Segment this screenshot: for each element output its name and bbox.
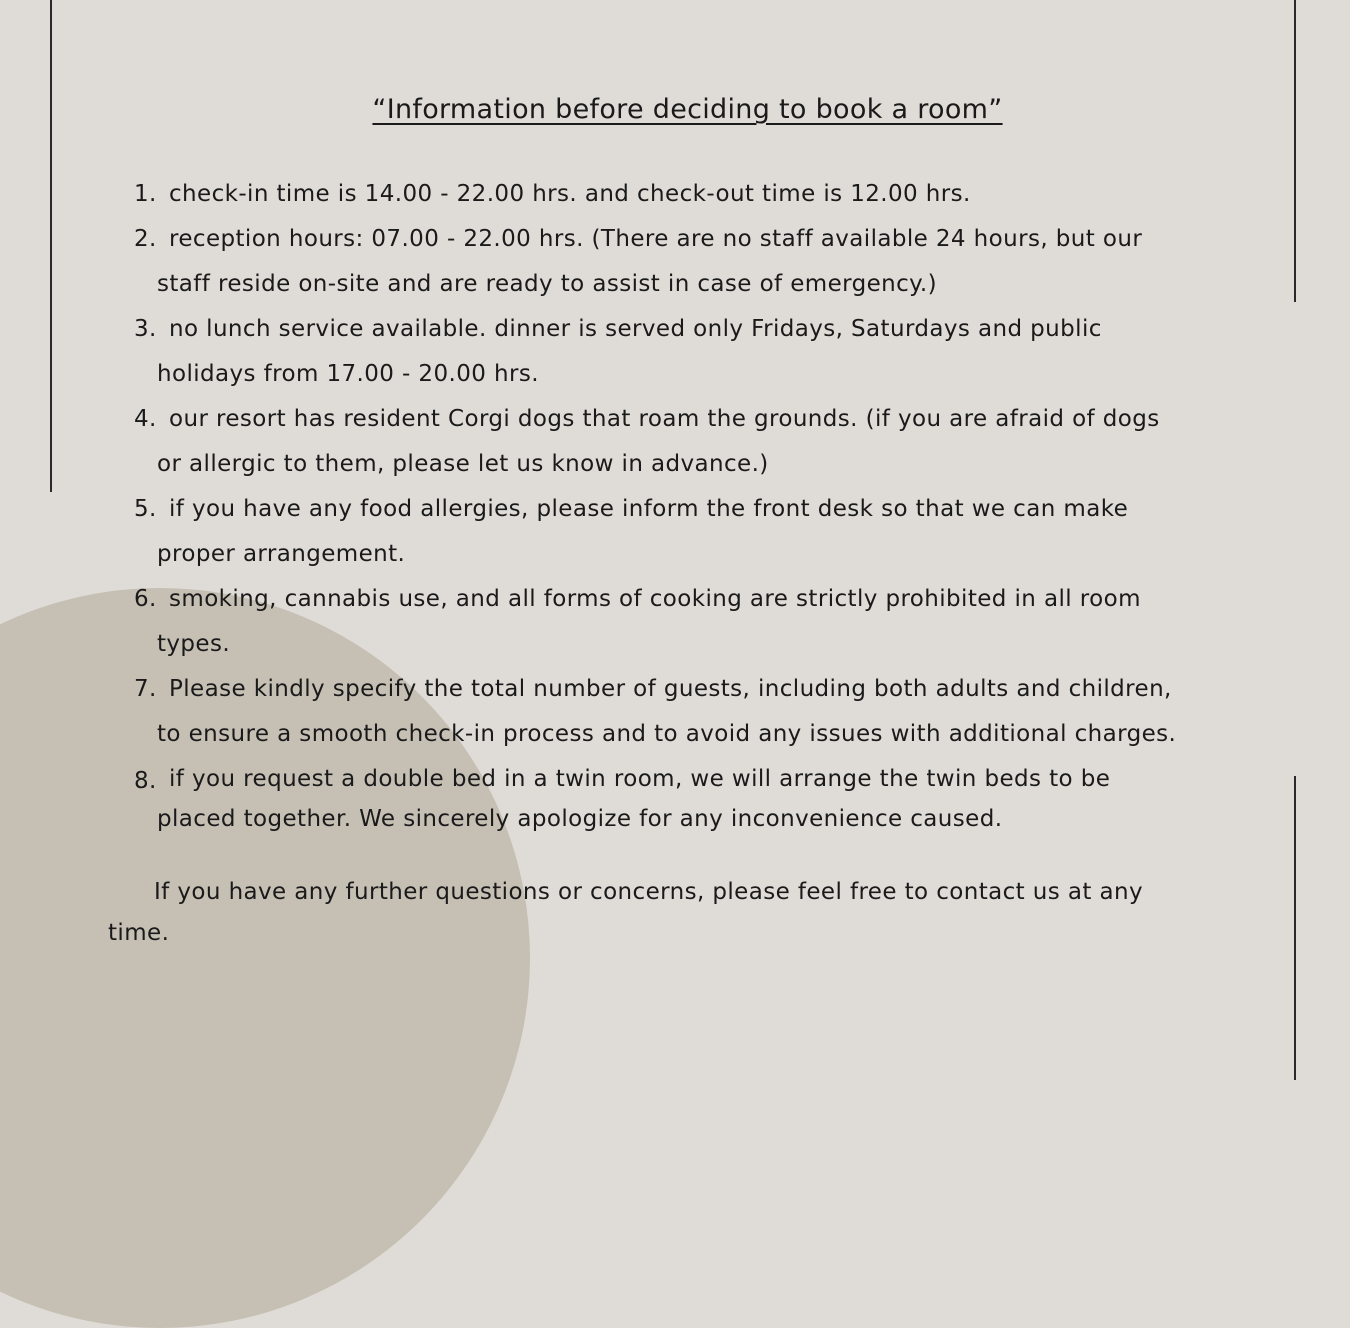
rules-list (134, 172, 1274, 839)
rule-line: staff reside on-site and are ready to assist in case of emergency.) (157, 271, 937, 297)
rule-item-4 (134, 397, 1274, 487)
closing-line: time. (108, 920, 170, 946)
closing-note (108, 872, 1278, 954)
rule-line: holidays from 17.00 - 20.00 hrs. (157, 361, 539, 387)
rule-number: 4. (134, 406, 157, 432)
rule-number: 7. (134, 676, 157, 702)
rule-line: if you request a double bed in a twin room, we will arrange the twin beds to be (169, 766, 1111, 792)
rule-line: smoking, cannabis use, and all forms of cooking are strictly prohibited in all room (169, 586, 1141, 612)
rule-item-1 (134, 172, 1274, 217)
decorative-line-right-top (1294, 0, 1296, 302)
page-title (0, 94, 1350, 125)
rule-line: no lunch service available. dinner is served only Fridays, Saturdays and public (169, 316, 1102, 342)
rule-number: 5. (134, 496, 157, 522)
rule-item-7 (134, 667, 1274, 757)
rule-number: 2. (134, 226, 157, 252)
rule-line: proper arrangement. (157, 541, 406, 567)
decorative-line-right-bottom (1294, 776, 1296, 1080)
rule-number: 3. (134, 316, 157, 342)
rule-item-6 (134, 577, 1274, 667)
rule-number: 6. (134, 586, 157, 612)
decorative-line-left (50, 0, 52, 492)
closing-line: If you have any further questions or concerns, please feel free to contact us at any (154, 879, 1143, 905)
rule-line: types. (157, 631, 231, 657)
rule-item-2 (134, 217, 1274, 307)
rule-item-5 (134, 487, 1274, 577)
page-title-text: “Information before deciding to book a room” (372, 94, 1003, 125)
rule-line: if you have any food allergies, please inform the front desk so that we can make (169, 496, 1129, 522)
rule-line: to ensure a smooth check-in process and to avoid any issues with additional charges. (157, 721, 1177, 747)
rule-number: 1. (134, 181, 157, 207)
rule-line: our resort has resident Corgi dogs that roam the grounds. (if you are afraid of dogs (169, 406, 1160, 432)
rule-item-3 (134, 307, 1274, 397)
rule-number: 8. (134, 768, 157, 794)
rule-line: reception hours: 07.00 - 22.00 hrs. (There are no staff available 24 hours, but our (169, 226, 1143, 252)
rule-line: or allergic to them, please let us know in advance.) (157, 451, 769, 477)
rule-line: check-in time is 14.00 - 22.00 hrs. and check-out time is 12.00 hrs. (169, 181, 971, 207)
rule-line: Please kindly specify the total number of guests, including both adults and children, (169, 676, 1172, 702)
rule-line: placed together. We sincerely apologize for any inconvenience caused. (157, 806, 1003, 832)
rule-item-8 (134, 759, 1274, 839)
